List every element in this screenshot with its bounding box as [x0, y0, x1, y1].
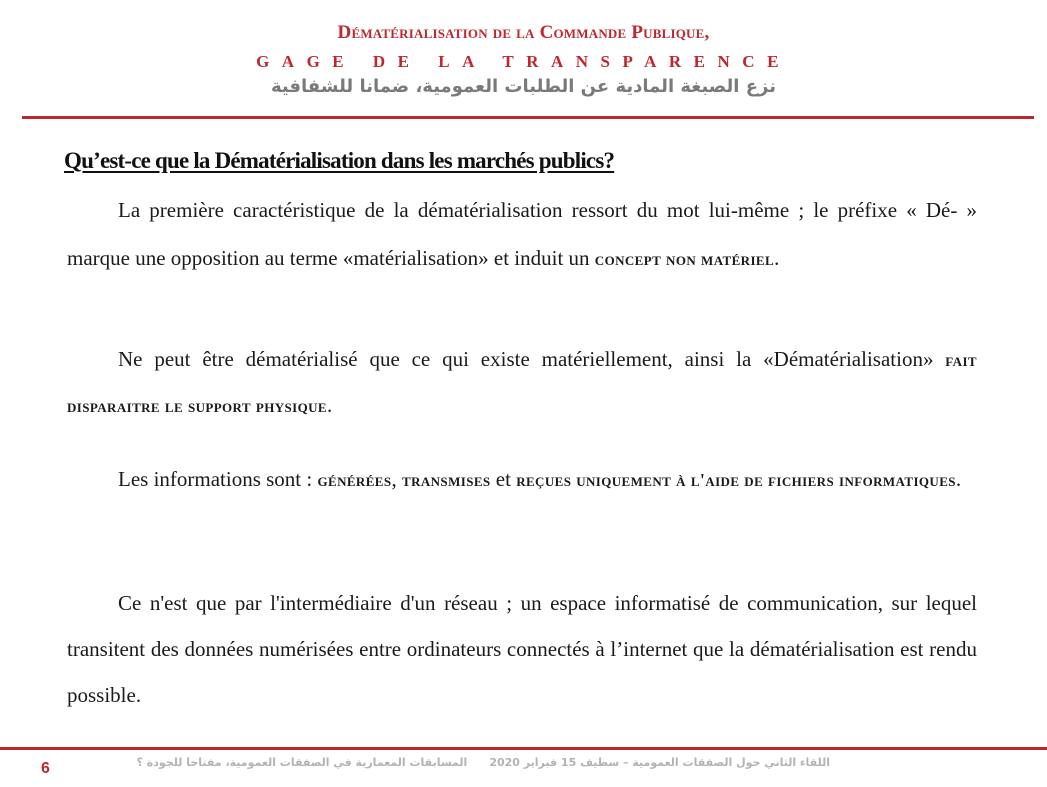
emphasis-text: générées [317, 470, 392, 490]
emphasis-text: reçues uniquement à l'aide de fichiers informatiques [516, 470, 956, 490]
section-heading: Qu’est-ce que la Dématérialisation dans les marchés publics? [64, 148, 615, 173]
paragraph-physical-support [67, 337, 977, 429]
emphasis-text: transmises [402, 470, 491, 490]
document-title: Dématérialisation de la Commande Publique, [337, 22, 710, 43]
page-number: 6 [41, 760, 50, 777]
emphasis-text: fait disparaitre le support physique [67, 350, 977, 416]
paragraph-text: Ne peut être dématérialisé que ce qui existe matériellement, ainsi la «Dématérialisation» [118, 347, 946, 371]
paragraph-end: . [774, 246, 780, 270]
paragraph-text: Ce n'est que par l'intermédiaire d'un réseau ; un espace informatisé de communication, sur lequel transitent des données numérisées entre ordinateurs connectés à l’internet que la dématérialisation est rendu possible. [67, 591, 977, 707]
separator-text: et [490, 467, 517, 491]
emphasis-text: concept non matériel [594, 249, 775, 269]
paragraph-end: . [326, 393, 333, 417]
separator-text: , [391, 467, 402, 491]
paragraph-text: La première caractéristique de la dématérialisation ressort du mot lui-même ; le préfixe « Dé- » marque une opposition au terme «matérialisation» et induit un [67, 198, 977, 270]
header-divider [22, 116, 1034, 119]
paragraph-end: . [955, 467, 962, 491]
paragraph-network [67, 580, 977, 718]
footer-divider [0, 747, 1047, 750]
footer-caption [136, 756, 830, 769]
paragraph-information [67, 456, 977, 504]
footer-theme: المسابقات المعمارية في الصفقات العمومية، مفتاحا للجودة ؟ [136, 756, 468, 769]
document-subtitle: GAGE DE LA TRANSPARENCE [256, 52, 791, 71]
footer-event: اللقاء الثاني حول الصفقات العمومية – سطيف 15 فبراير 2020 [489, 756, 830, 769]
paragraph-text: Les informations sont : [118, 467, 318, 491]
paragraph-definition [67, 186, 977, 283]
document-title-arabic: نزع الصبغة المادية عن الطلبات العمومية، ضمانا للشفافية [271, 76, 776, 97]
